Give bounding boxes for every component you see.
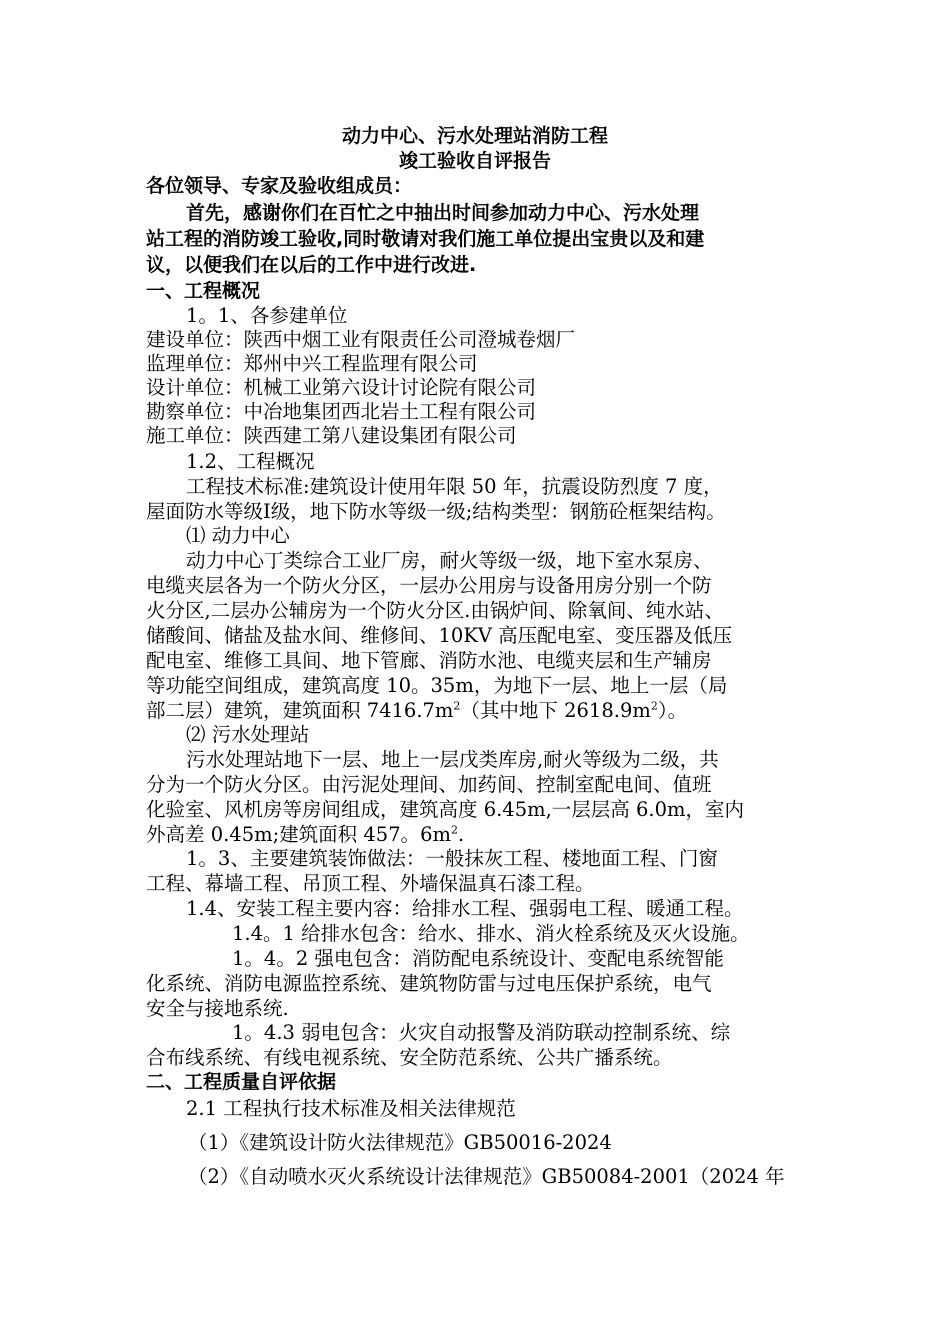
unit-line: 设计单位：机械工业第六设计讨论院有限公司 — [146, 376, 537, 399]
list-item: （2）《自动喷水灭火系统设计法律规范》GB50084-2001（2024 年 — [188, 1165, 785, 1188]
unit-line: 施工单位：陕西建工第八建设集团有限公司 — [146, 424, 517, 447]
paragraph-line: 化验室、风机房等房间组成，建筑高度 6.45m,一层层高 6.0m，室内 — [146, 798, 745, 821]
intro-line: 站工程的消防竣工验收,同时敬请对我们施工单位提出宝贵以及和建 — [146, 228, 705, 250]
subsection-heading: 1。1、各参建单位 — [186, 304, 348, 327]
paragraph-line: 火分区,二层办公辅房为一个防火分区.由锅炉间、除氧间、纯水站、 — [146, 599, 724, 622]
subsection-heading: 2.1 工程执行技术标准及相关法律规范 — [186, 1097, 516, 1120]
paragraph-line: 动力中心丁类综合工业厂房，耐火等级一级，地下室水泵房、 — [186, 549, 713, 572]
section-heading-1: 一、工程概况 — [146, 280, 261, 302]
paragraph-line: 分为一个防火分区。由污泥处理间、加药间、控制室配电间、值班 — [146, 773, 712, 796]
paragraph-line: 工程技术标准:建筑设计使用年限 50 年，抗震设防烈度 7 度， — [186, 475, 723, 498]
paragraph-line: 1。4。2 强电包含：消防配电系统设计、变配电系统智能 — [232, 947, 724, 970]
section-heading-2: 二、工程质量自评依据 — [146, 1071, 337, 1093]
superscript: 2 — [650, 699, 658, 713]
item-heading: ⑵ 污水处理站 — [186, 723, 310, 746]
paragraph-line — [146, 699, 687, 723]
paragraph-line: 1。3、主要建筑装饰做法：一般抹灰工程、楼地面工程、门窗 — [186, 847, 718, 870]
paragraph-line: 1.4。1 给排水包含：给水、排水、消火栓系统及灭火设施。 — [232, 922, 750, 945]
superscript: 2 — [451, 823, 458, 837]
paragraph-line: 等功能空间组成，建筑高度 10。35m，为地下一层、地上一层（局 — [146, 674, 728, 697]
paragraph-line: 1.4、安装工程主要内容：给排水工程、强弱电工程、暖通工程。 — [186, 897, 744, 920]
greeting: 各位领导、专家及验收组成员： — [146, 175, 413, 197]
subsection-heading: 1.2、工程概况 — [186, 450, 315, 473]
text-run: 外高差 0.45m;建筑面积 457。6m — [146, 823, 451, 846]
paragraph-line: 1。4.3 弱电包含：火灾自动报警及消防联动控制系统、综 — [232, 1021, 731, 1044]
text-run: （其中地下 2618.9m — [460, 699, 651, 722]
unit-line: 建设单位：陕西中烟工业有限责任公司澄城卷烟厂 — [146, 328, 576, 351]
item-heading: ⑴ 动力中心 — [186, 524, 290, 547]
text-run: 部二层）建筑，建筑面积 7416.7m — [146, 699, 454, 722]
text-run: ）。 — [657, 699, 688, 722]
list-item: （1）《建筑设计防火法律规范》GB50016-2024 — [188, 1131, 612, 1154]
superscript: 2 — [453, 699, 461, 713]
document-title: 动力中心、污水处理站消防工程 — [341, 125, 608, 147]
paragraph-line: 电缆夹层各为一个防火分区，一层办公用房与设备用房分别一个防 — [146, 574, 712, 597]
paragraph-line: 化系统、消防电源监控系统、建筑物防雷与过电压保护系统，电气 — [146, 972, 712, 995]
paragraph-line: 屋面防水等级Ⅰ级，地下防水等级一级;结构类型：钢筋砼框架结构。 — [146, 500, 726, 523]
text-run: . — [458, 823, 465, 846]
unit-line: 勘察单位：中冶地集团西北岩土工程有限公司 — [146, 400, 537, 423]
document-subtitle: 竣工验收自评报告 — [398, 150, 551, 172]
paragraph-line: 安全与接地系统. — [146, 997, 289, 1020]
paragraph-line: 储酸间、储盐及盐水间、维修间、10KV 高压配电室、变压器及低压 — [146, 624, 733, 647]
paragraph-line: 污水处理站地下一层、地上一层戊类库房,耐火等级为二级，共 — [186, 748, 719, 771]
paragraph-line: 配电室、维修工具间、地下管廊、消防水池、电缆夹层和生产辅房 — [146, 649, 712, 672]
intro-line: 首先，感谢你们在百忙之中抽出时间参加动力中心、污水处理 — [186, 202, 700, 224]
intro-line: 议，以便我们在以后的工作中进行改进. — [146, 254, 477, 276]
paragraph-line: 工程、幕墙工程、吊顶工程、外墙保温真石漆工程。 — [146, 872, 595, 895]
paragraph-line: 合布线系统、有线电视系统、安全防范系统、公共广播系统。 — [146, 1046, 673, 1069]
unit-line: 监理单位：郑州中兴工程监理有限公司 — [146, 352, 478, 375]
paragraph-line — [146, 823, 464, 847]
